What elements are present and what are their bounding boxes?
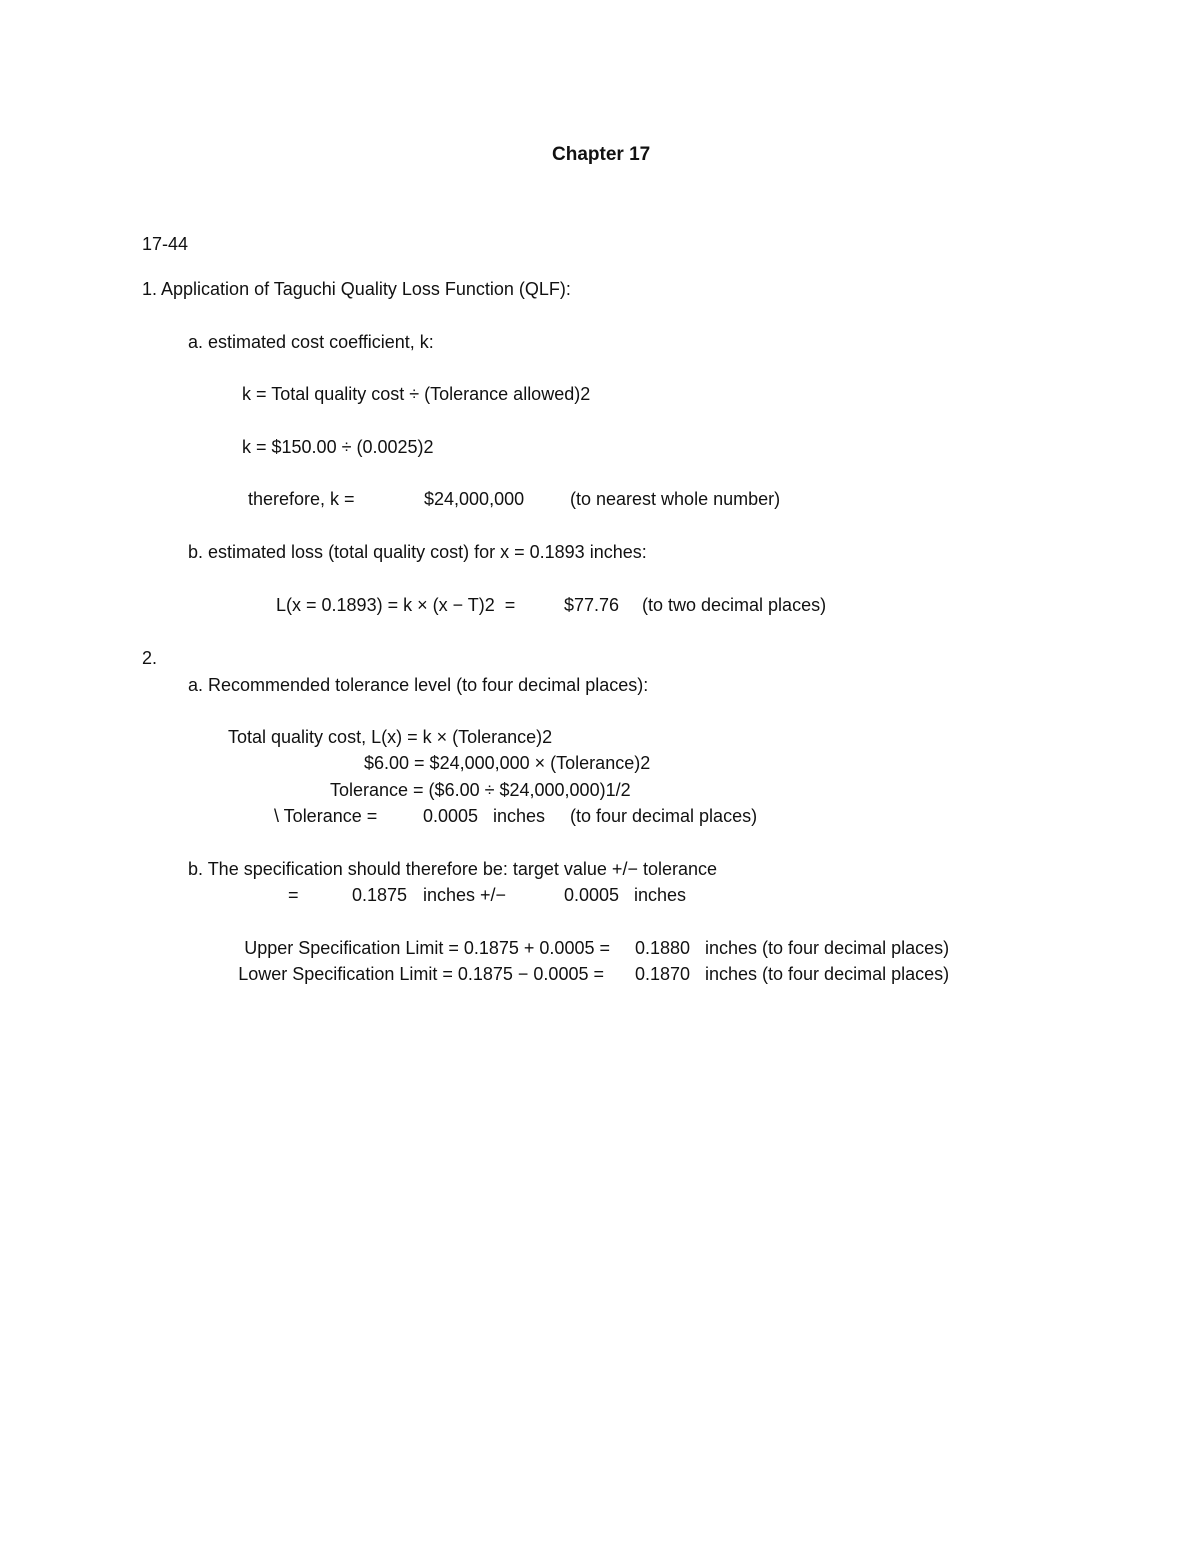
spec-target: 0.1875 [352, 885, 408, 905]
part1a-heading: a. estimated cost coefficient, k: [188, 332, 434, 352]
usl-note: inches (to four decimal places) [705, 938, 950, 958]
part1a-formula2: k = $150.00 ÷ (0.0025)2 [242, 437, 434, 457]
spec-mid: inches +/− [423, 885, 507, 905]
lsl-value: 0.1870 [635, 964, 691, 984]
part2a-line4-note: (to four decimal places) [570, 806, 758, 826]
part1a-result-value: $24,000,000 [424, 489, 525, 509]
part2a-line4-unit: inches [493, 806, 546, 826]
part2b-heading: b. The specification should therefore be: target value +/− tolerance [188, 859, 718, 879]
part1b-formula: L(x = 0.1893) = k × (x − T)2 = [276, 595, 516, 615]
part1a-formula1: k = Total quality cost ÷ (Tolerance allowed)2 [242, 384, 591, 404]
part2a-heading: a. Recommended tolerance level (to four decimal places): [188, 675, 649, 695]
part1b-result-note: (to two decimal places) [642, 595, 827, 615]
usl-value: 0.1880 [635, 938, 691, 958]
part1b-heading: b. estimated loss (total quality cost) for x = 0.1893 inches: [188, 542, 647, 562]
part2a-line4-value: 0.0005 [423, 806, 479, 826]
part2a-line2: $6.00 = $24,000,000 × (Tolerance)2 [364, 753, 651, 773]
usl-label: Upper Specification Limit = 0.1875 + 0.0005 = [244, 938, 610, 958]
part2a-line4-label: \ Tolerance = [274, 806, 378, 826]
page-title: Chapter 17 [552, 144, 651, 165]
spec-equals: = [288, 885, 299, 905]
part2a-line3: Tolerance = ($6.00 ÷ $24,000,000)1/2 [330, 780, 631, 800]
part1-heading: 1. Application of Taguchi Quality Loss Function (QLF): [142, 279, 571, 299]
part2a-line1: Total quality cost, L(x) = k × (Tolerance)2 [228, 727, 553, 747]
part1b-result-value: $77.76 [564, 595, 620, 615]
part1a-result-label: therefore, k = [248, 489, 355, 509]
part2-heading: 2. [142, 648, 158, 668]
problem-number: 17-44 [142, 234, 189, 254]
part1a-result-note: (to nearest whole number) [570, 489, 781, 509]
lsl-note: inches (to four decimal places) [705, 964, 950, 984]
spec-unit: inches [634, 885, 687, 905]
lsl-label: Lower Specification Limit = 0.1875 − 0.0005 = [238, 964, 604, 984]
spec-tolerance: 0.0005 [564, 885, 620, 905]
